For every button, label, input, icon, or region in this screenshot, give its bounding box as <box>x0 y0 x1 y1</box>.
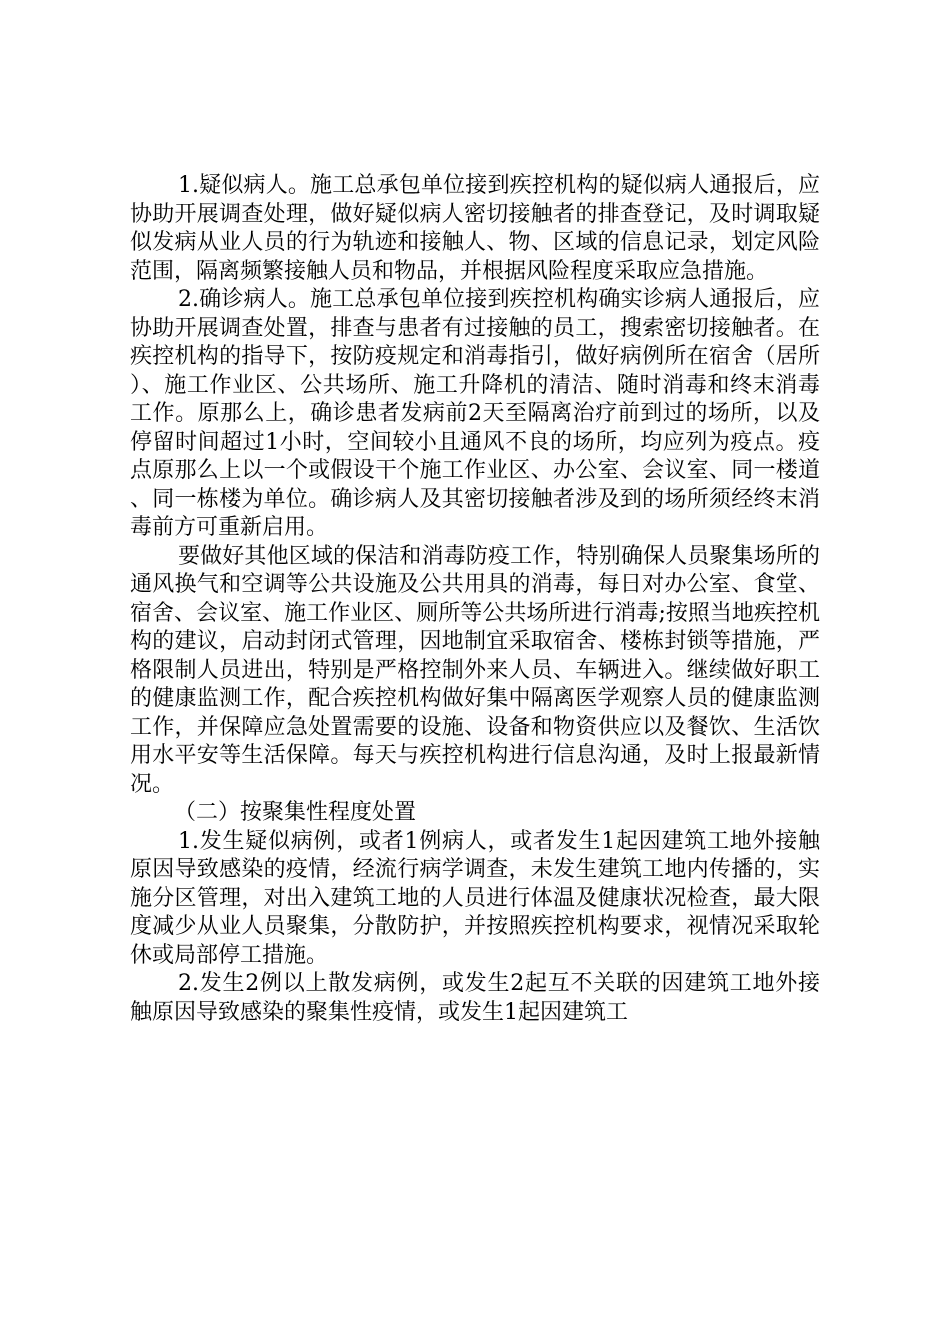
document-body <box>130 172 820 1027</box>
paragraph-confirmed-patient: 2.确诊病人。施工总承包单位接到疾控机构确实诊病人通报后，应协助开展调查处置，排查与患者有过接触的员工，搜索密切接触者。在疾控机构的指导下，按防疫规定和消毒指引，做好病例所在宿舍（居所）、施工作业区、公共场所、施工升降机的清洁、随时消毒和终末消毒工作。原那么上，确诊患者发病前2天至隔离治疗前到过的场所，以及停留时间超过1小时，空间较小且通风不良的场所，均应列为疫点。疫点原那么上以一个或假设干个施工作业区、办公室、会议室、同一楼道、同一栋楼为单位。确诊病人及其密切接触者涉及到的场所须经终末消毒前方可重新启用。 <box>130 287 820 540</box>
paragraph-disinfection: 要做好其他区域的保洁和消毒防疫工作，特别确保人员聚集场所的通风换气和空调等公共设施及公共用具的消毒，每日对办公室、食堂、宿舍、会议室、施工作业区、厕所等公共场所进行消毒;按照当地疾控机构的建议，启动封闭式管理，因地制宜采取宿舍、楼栋封锁等措施，严格限制人员进出，特别是严格控制外来人员、车辆进入。继续做好职工的健康监测工作，配合疾控机构做好集中隔离医学观察人员的健康监测工作，并保障应急处置需要的设施、设备和物资供应以及餐饮、生活饮用水平安等生活保障。每天与疾控机构进行信息沟通，及时上报最新情况。 <box>130 543 820 797</box>
paragraph-clustering-2: 2.发生2例以上散发病例，或发生2起互不关联的因建筑工地外接触原因导致感染的聚集性疫情，或发生1起因建筑工 <box>130 971 820 1025</box>
paragraph-suspected-patient: 1.疑似病人。施工总承包单位接到疾控机构的疑似病人通报后，应协助开展调查处理，做好疑似病人密切接触者的排查登记，及时调取疑似发病从业人员的行为轨迹和接触人、物、区域的信息记录，划定风险范围，隔离频繁接触人员和物品，并根据风险程度采取应急措施。 <box>130 173 820 284</box>
section-heading: （二）按聚集性程度处置 <box>174 800 417 825</box>
paragraph-clustering-1: 1.发生疑似病例，或者1例病人，或者发生1起因建筑工地外接触原因导致感染的疫情，经流行病学调查，未发生建筑工地内传播的，实施分区管理，对出入建筑工地的人员进行体温及健康状况检查，最大限度减少从业人员聚集，分散防护，并按照疾控机构要求，视情况采取轮休或局部停工措施。 <box>130 828 820 968</box>
